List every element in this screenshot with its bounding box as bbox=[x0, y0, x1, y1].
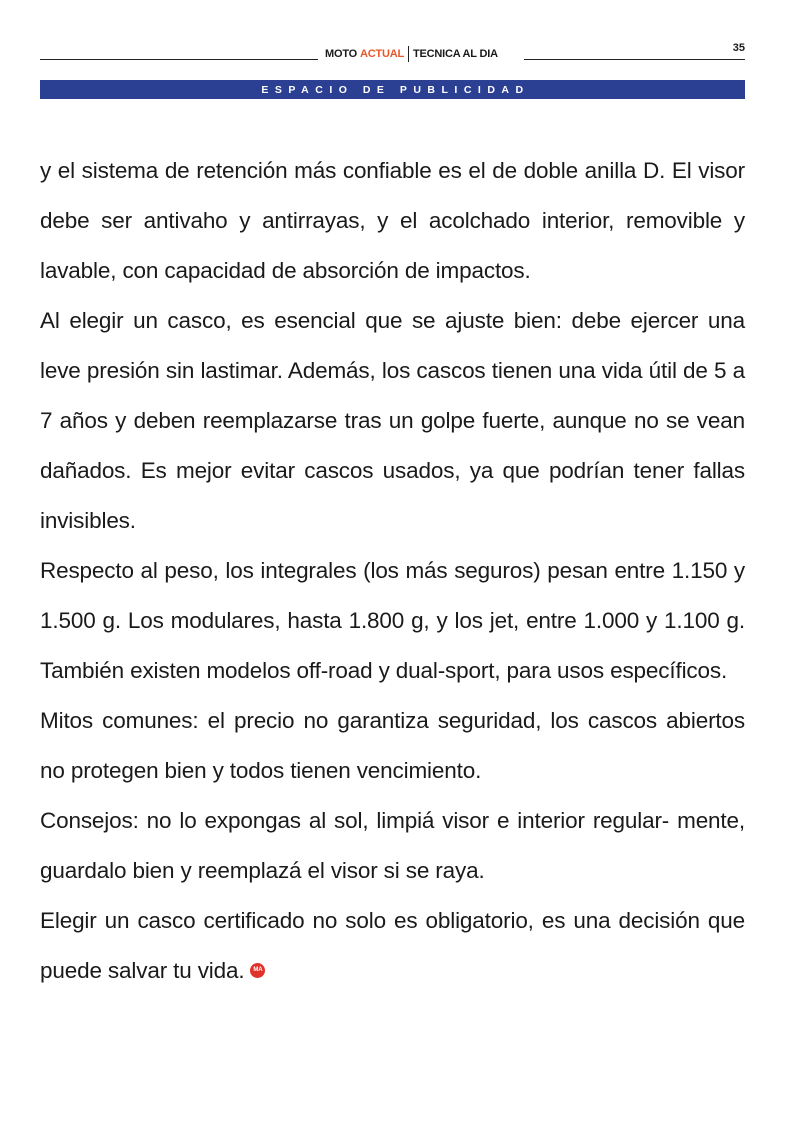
brand-actual: ACTUAL bbox=[360, 48, 405, 60]
page-number: 35 bbox=[732, 42, 745, 54]
paragraph: Respecto al peso, los integrales (los más seguros) pesan entre 1.150 y 1.500 g. Los modulares, hasta 1.800 g, y los jet, entre 1.000 y 1.100 g. También existen modelos off-road y dual-sport, para usos específicos. bbox=[40, 558, 745, 683]
brand-separator bbox=[408, 46, 409, 62]
paragraph: Al elegir un casco, es esencial que se ajuste bien: debe ejercer una leve presión sin lastimar. Además, los cascos tienen una vida útil de 5 a 7 años y deben reemplazarse tras un golpe fuerte, aunque no se vean dañados. Es mejor evitar cascos usados, ya que podrían tener fallas invisibles. bbox=[40, 308, 745, 533]
header-rule-left bbox=[40, 59, 318, 60]
article-body bbox=[40, 146, 745, 996]
advertising-label: ESPACIO DE PUBLICIDAD bbox=[261, 83, 530, 96]
brand-moto: MOTO bbox=[325, 48, 357, 60]
header-rule-right bbox=[524, 59, 745, 60]
page-header bbox=[40, 38, 745, 64]
paragraph: Consejos: no lo expongas al sol, limpiá visor e interior regular- mente, guardalo bien y reemplazá el visor si se raya. bbox=[40, 808, 745, 883]
section-title: TECNICA AL DIA bbox=[413, 48, 498, 60]
paragraph: Mitos comunes: el precio no garantiza seguridad, los cascos abiertos no protegen bien y todos tienen vencimiento. bbox=[40, 708, 745, 783]
paragraph-text: Elegir un casco certificado no solo es obligatorio, es una decisión que puede salvar tu vida. bbox=[40, 908, 745, 983]
last-paragraph bbox=[40, 896, 745, 996]
magazine-brand bbox=[325, 46, 498, 62]
advertising-banner bbox=[40, 80, 745, 99]
end-of-article-badge: MA bbox=[250, 963, 265, 978]
paragraph: y el sistema de retención más confiable es el de doble anilla D. El visor debe ser antivaho y antirrayas, y el acolchado interior, removible y lavable, con capacidad de absorción de impactos. bbox=[40, 158, 745, 283]
